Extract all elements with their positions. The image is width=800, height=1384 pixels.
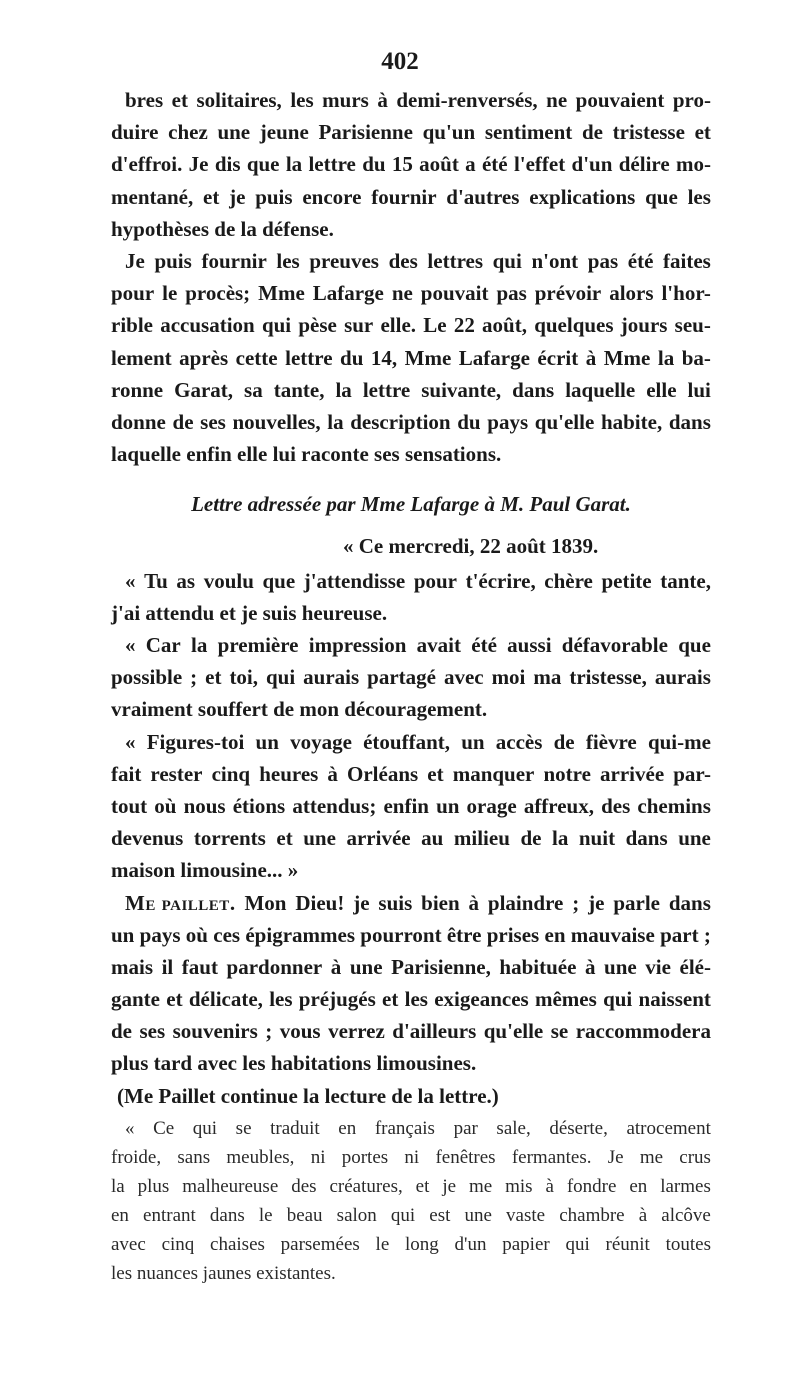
text-line: hypothèses de la défense. xyxy=(111,216,334,241)
text-line: Je puis fournir les preuves des lettres qui n'ont pas été faites xyxy=(125,248,711,273)
text-line: plus tard avec les habitations limousines. xyxy=(111,1051,477,1076)
letter-dateline: « Ce mercredi, 22 août 1839. xyxy=(343,534,599,559)
text-line: mentané, et je puis encore fournir d'autres explications que les xyxy=(111,184,711,209)
speaker-name: Me paillet. xyxy=(125,890,236,915)
text-line: un pays où ces épigrammes pourront être prises en mauvaise part ; xyxy=(111,922,711,947)
text-line: « Tu as voulu que j'attendisse pour t'écrire, chère petite tante, xyxy=(125,568,711,593)
text-line: fait rester cinq heures à Orléans et manquer notre arrivée par- xyxy=(111,761,711,786)
text-line: Me paillet. Mon Dieu! je suis bien à plaindre ; je parle dans xyxy=(111,887,711,919)
text-line: avec cinq chaises parsemées le long d'un papier qui réunit toutes xyxy=(111,1233,711,1255)
text-line: mais il faut pardonner à une Parisienne, habituée à une vie élé- xyxy=(111,954,711,979)
text-line: en entrant dans le beau salon qui est une vaste chambre à alcôve xyxy=(111,1204,711,1226)
letter-heading: Lettre adressée par Mme Lafarge à M. Paul Garat. xyxy=(191,492,631,517)
text-line: lement après cette lettre du 14, Mme Lafarge écrit à Mme la ba- xyxy=(111,345,711,370)
text-line: les nuances jaunes existantes. xyxy=(111,1262,336,1284)
text-line: maison limousine... » xyxy=(111,858,299,883)
page-body xyxy=(111,84,711,1288)
text-line: donne de ses nouvelles, la description du pays qu'elle habite, dans xyxy=(111,409,711,434)
text-line: laquelle enfin elle lui raconte ses sensations. xyxy=(111,442,502,467)
speech-paragraph xyxy=(111,887,711,1080)
text-line: d'effroi. Je dis que la lettre du 15 août a été l'effet d'un délire mo- xyxy=(111,152,711,177)
text-line: la plus malheureuse des créatures, et je me mis à fondre en larmes xyxy=(111,1175,711,1197)
text-line: pour le procès; Mme Lafarge ne pouvait pas prévoir alors l'hor- xyxy=(111,281,711,306)
text-line: de ses souvenirs ; vous verrez d'ailleurs qu'elle se raccommodera xyxy=(111,1019,711,1044)
text-line: rible accusation qui pèse sur elle. Le 22 août, quelques jours seu- xyxy=(111,313,711,338)
page-number: 402 xyxy=(381,48,419,75)
opening-paragraphs xyxy=(111,84,711,470)
text-line: « Car la première impression avait été aussi défavorable que xyxy=(125,633,711,657)
text-line: froide, sans meubles, ni portes ni fenêtres fermantes. Je me crus xyxy=(111,1146,711,1168)
text-line: « Ce qui se traduit en français par sale, déserte, atrocement xyxy=(125,1117,711,1139)
stage-direction: (Me Paillet continue la lecture de la lettre.) xyxy=(117,1083,499,1108)
text-line: possible ; et toi, qui aurais partagé avec moi ma tristesse, aurais xyxy=(111,665,711,690)
text-line: ronne Garat, sa tante, la lettre suivante, dans laquelle elle lui xyxy=(111,377,711,402)
text-line: tout où nous étions attendus; enfin un orage affreux, des chemins xyxy=(111,793,711,818)
text-line: bres et solitaires, les murs à demi-renversés, ne pouvaient pro- xyxy=(125,88,711,112)
letter-paragraphs xyxy=(111,565,711,887)
small-print-paragraph xyxy=(111,1114,711,1288)
text-line: gante et délicate, les préjugés et les exigeances mêmes qui naissent xyxy=(111,987,711,1012)
text-line: vraiment souffert de mon découragement. xyxy=(111,697,488,722)
text-line: j'ai attendu et je suis heureuse. xyxy=(111,600,388,625)
text-line: duire chez une jeune Parisienne qu'un sentiment de tristesse et xyxy=(111,120,711,145)
text-line: « Figures-toi un voyage étouffant, un accès de fièvre qui-me xyxy=(125,729,711,754)
text-line: devenus torrents et une arrivée au milieu de la nuit dans une xyxy=(111,826,711,851)
